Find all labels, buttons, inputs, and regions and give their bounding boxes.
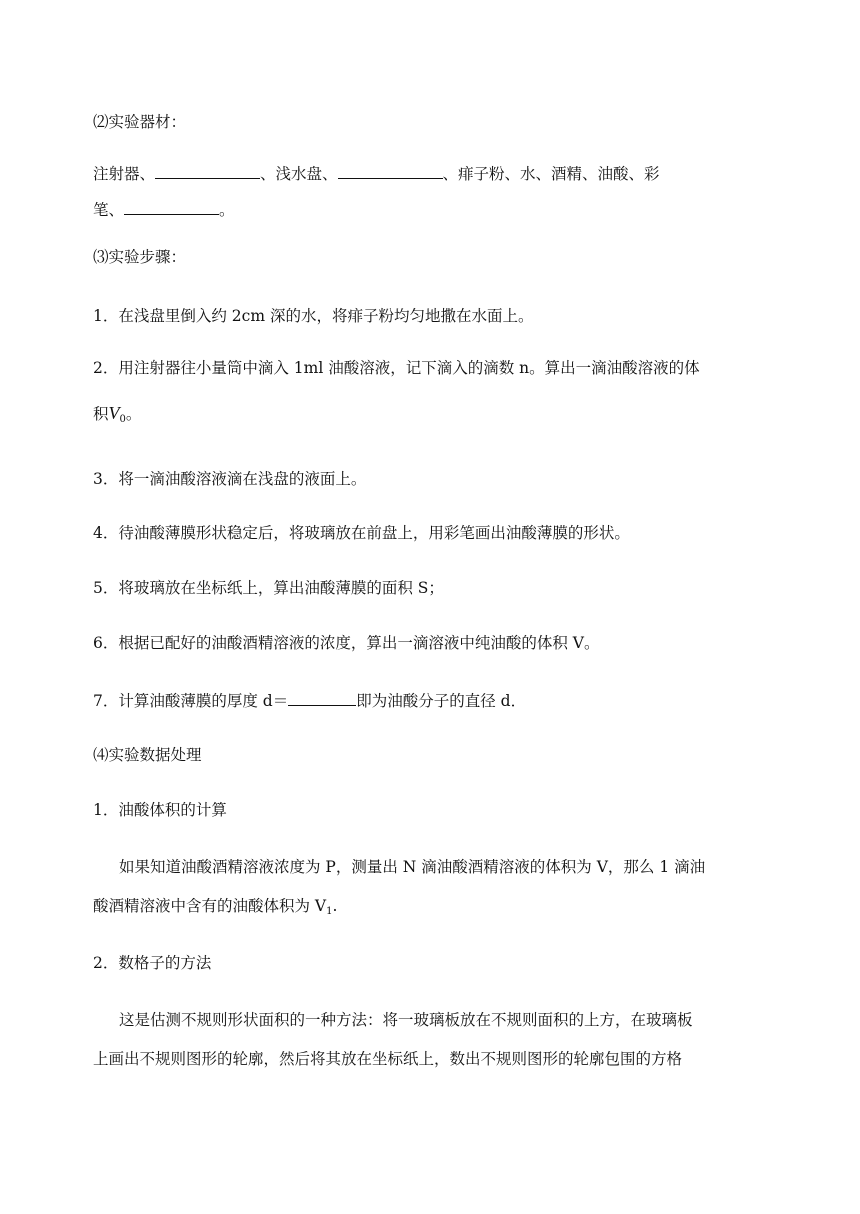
section-3-heading: ⑶实验步骤： (93, 248, 187, 266)
materials-line-2 (93, 198, 235, 220)
step-3: 3．将一滴油酸溶液滴在浅盘的液面上。 (93, 470, 367, 488)
subsection-2-title: 2．数格子的方法 (93, 954, 212, 972)
materials-text-e: 。 (219, 201, 235, 219)
step-4: 4．待油酸薄膜形状稳定后，将玻璃放在前盘上，用彩笔画出油酸薄膜的形状。 (93, 524, 630, 542)
subsection-1-para-line-2 (93, 896, 337, 922)
subsection-1-end: . (332, 897, 338, 915)
step-2-end: 。 (125, 405, 142, 423)
materials-text-c: 、痱子粉、水、酒精、油酸、彩 (442, 165, 660, 183)
section-2-heading: ⑵实验器材： (93, 113, 187, 131)
step-5: 5．将玻璃放在坐标纸上，算出油酸薄膜的面积 S； (93, 579, 444, 597)
step-2-text: 积 (93, 405, 109, 423)
subsection-2-para-line-2: 上画出不规则图形的轮廓，然后将其放在坐标纸上，数出不规则图形的轮廓包围的方格 (93, 1050, 683, 1068)
materials-text-a: 注射器、 (93, 165, 156, 183)
step-1: 1．在浅盘里倒入约 2cm 深的水，将痱子粉均匀地撒在水面上。 (93, 307, 534, 325)
materials-line-1 (93, 162, 660, 184)
materials-text-b: 、浅水盘、 (260, 165, 338, 183)
section-4-heading: ⑷实验数据处理 (93, 746, 202, 764)
step-2-line-2 (93, 403, 141, 430)
step-2-line-1: 2．用注射器往小量筒中滴入 1ml 油酸溶液，记下滴入的滴数 n。算出一滴油酸溶液的体 (93, 359, 700, 377)
step-7-text-b: 即为油酸分子的直径 d． (356, 692, 527, 710)
step-7-text-a: 7．计算油酸薄膜的厚度 d＝ (93, 692, 289, 710)
volume-symbol: V (108, 403, 120, 423)
subsection-1-text: 酸酒精溶液中含有的油酸体积为 V (93, 897, 327, 915)
volume-subscript: 0 (119, 414, 126, 425)
blank-field-2[interactable] (338, 162, 443, 179)
blank-field-1[interactable] (155, 162, 260, 179)
v1-subscript: 1 (326, 906, 333, 917)
subsection-2-para-line-1: 这是估测不规则形状面积的一种方法：将一玻璃板放在不规则面积的上方，在玻璃板 (119, 1011, 693, 1029)
subsection-1-title: 1．油酸体积的计算 (93, 801, 227, 819)
blank-field-4[interactable] (288, 689, 356, 706)
step-6: 6．根据已配好的油酸酒精溶液的浓度，算出一滴溶液中纯油酸的体积 V。 (93, 634, 600, 652)
step-7 (93, 689, 526, 711)
blank-field-3[interactable] (124, 198, 219, 215)
subsection-1-para-line-1: 如果知道油酸酒精溶液浓度为 P，测量出 N 滴油酸酒精溶液的体积为 V，那么 1 滴油 (119, 858, 706, 876)
materials-text-d: 笔、 (93, 201, 125, 219)
